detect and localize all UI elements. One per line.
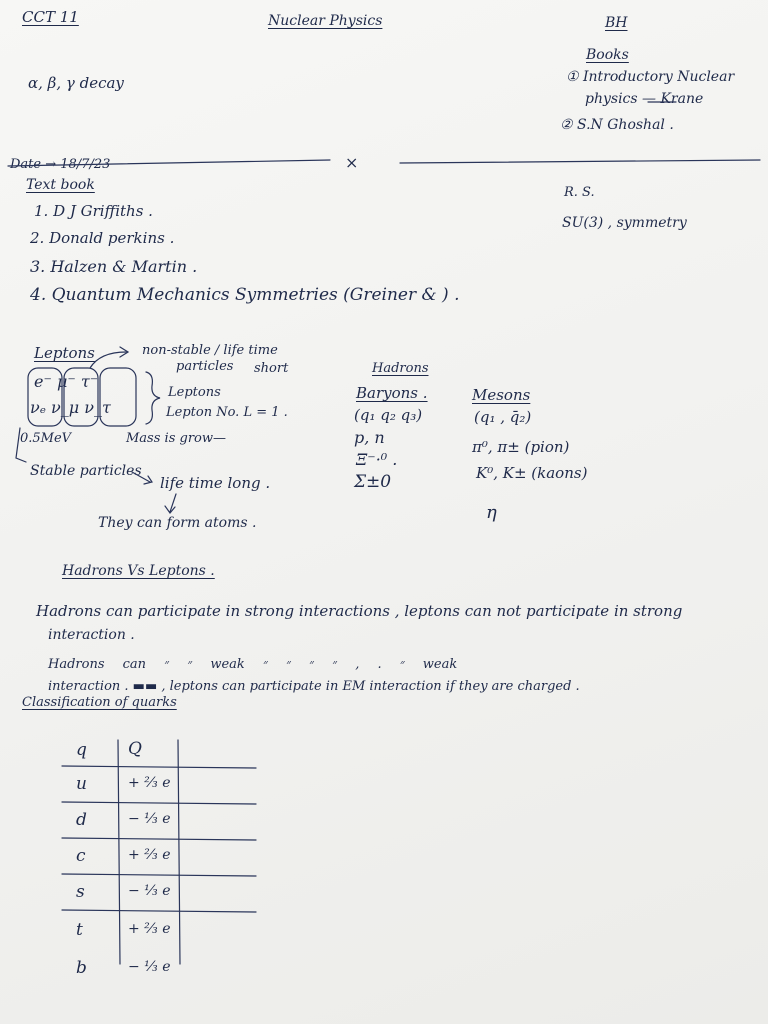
comparison-heading: Hadrons Vs Leptons . [62,563,215,579]
leptons-heading: Leptons [34,344,95,362]
lifetime-long: life time long . [160,474,271,492]
rs-label: R. S. [564,185,595,200]
mass-note: Mass is grow— [126,431,226,446]
textbook-item-3: 3. Halzen & Martin . [30,257,198,276]
baryons-sigma: Σ±0 [354,472,392,492]
mesons-heading: Mesons [472,386,531,404]
mesons-quarks: (q₁ , q̄₂) [474,408,532,426]
quark-charge: − ⅓ e [128,883,171,899]
quark-charge: + ⅔ e [128,775,171,791]
table-line-5 [62,910,256,912]
quark-charge: − ⅓ e [128,959,171,975]
textbook-item-4: 4. Quantum Mechanics Symmetries (Greiner & ) . [30,285,460,305]
stable-arrow [16,428,26,462]
table-vertical-left [118,740,120,964]
table-line-4 [62,874,256,876]
table-line-2 [62,802,256,804]
date-divider-left [8,160,330,166]
textbook-heading: Text book [26,177,95,193]
quark-flavour: d [76,810,87,830]
comparison-line-1: Hadrons can participate in strong interactions , leptons can not participate in strong [36,602,683,620]
comparison-line-3: Hadrons can ״ ״ weak ״ . , ״ ״ ״ ״ weak [48,657,458,672]
textbook-item-1: 1. D J Griffiths . [34,202,153,220]
comparison-line-2: interaction . [48,627,135,643]
textbook-item-2: 2. Donald perkins . [30,229,175,247]
electron-mass: 0.5MeV [20,431,72,446]
table-line-1 [62,766,256,768]
quark-flavour: s [76,882,85,902]
book-item-2: ② S.N Ghoshal . [560,117,674,133]
quarks-heading: Classification of quarks [22,695,177,710]
comparison-line-4: interaction . ▬▬ , leptons can participate in EM interaction if they are charged . [48,679,580,694]
form-atoms-note: They can form atoms . [98,515,257,531]
nonstable-note: non-stable / life time [142,343,278,358]
initials: BH [605,15,628,31]
baryons-xi: Ξ⁻·⁰ . [356,450,398,469]
mesons-kaon: K⁰, K± (kaons) [476,464,588,482]
lepton-brace [146,372,160,424]
mesons-pion: π⁰, π± (pion) [472,438,570,456]
rs-symmetry: SU(3) , symmetry [562,215,687,231]
date-label: Date → 18/7/23 [10,157,111,172]
quark-charge: − ⅓ e [128,811,171,827]
hadrons-heading: Hadrons [372,361,429,376]
date-divider-right [400,160,760,163]
lifetime-arrow [132,472,150,482]
table-line-3 [62,838,256,840]
quark-charge: + ⅔ e [128,921,171,937]
divider-cross: × [345,153,359,172]
baryons-pn: p, n [354,428,385,447]
quark-flavour: b [76,958,87,978]
quark-flavour: c [76,846,86,866]
table-vertical-right [178,740,180,964]
nonstable-arrow [90,352,126,368]
brace-label-number: Lepton No. L = 1 . [166,405,288,420]
tau-family-box [100,368,136,426]
muon-family-box [64,368,98,426]
decay-topic: α, β, γ decay [28,74,124,92]
lepton-row-charged: e⁻ μ⁻ τ⁻ [34,372,99,391]
quark-charge: + ⅔ e [128,847,171,863]
lepton-row-neutrinos: νₑ ν_μ ν_τ [30,398,111,417]
column-header-q: q [76,740,87,760]
books-heading: Books [586,47,629,63]
electron-family-box [28,368,62,426]
mesons-eta: η [486,502,497,523]
subject-title: Nuclear Physics [268,13,383,29]
quark-flavour: t [76,920,83,940]
course-code: CCT 11 [22,8,79,26]
column-header-Q: Q [128,739,142,759]
particles-note: particles [176,359,234,374]
stable-particles: Stable particles [30,463,142,479]
quark-flavour: u [76,774,87,794]
short-note: short [254,361,289,376]
baryons-quarks: (q₁ q₂ q₃) [354,406,423,424]
book-item-1: ① Introductory Nuclear [566,69,735,85]
brace-label-leptons: Leptons [168,385,221,400]
baryons-heading: Baryons . [356,384,428,402]
book-item-1-cont: physics — Krane [585,91,704,107]
